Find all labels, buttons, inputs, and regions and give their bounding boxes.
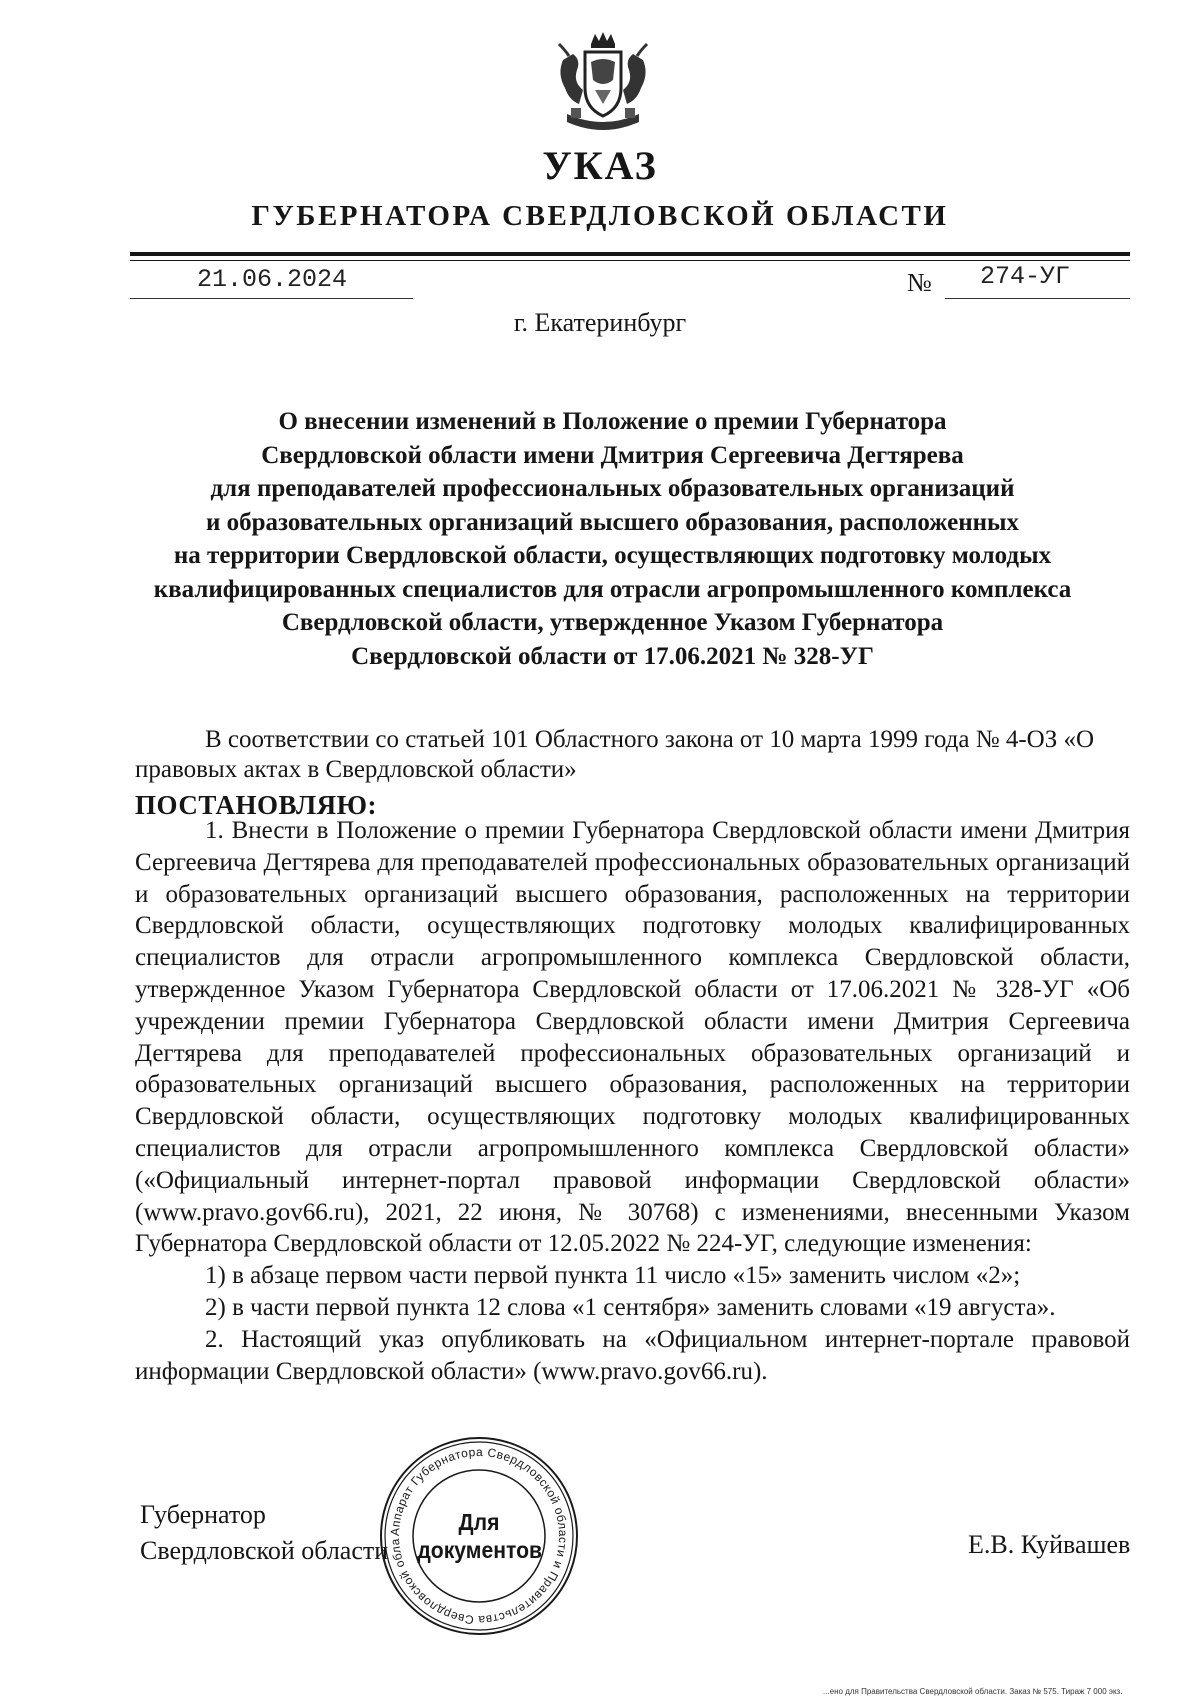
legal-basis-paragraph: В соответствии со статьей 101 Областного закона от 10 марта 1999 года № 4-ОЗ «О правовых актах в Свердловской области» <box>135 726 1095 783</box>
heading-line: для преподавателей профессиональных образовательных организаций <box>210 475 1015 502</box>
document-number: 274-УГ <box>980 262 1071 291</box>
stamp-ring-text: Аппарат Губернатора Свердловской области и Правительства Свердловской обла <box>387 1444 571 1628</box>
signatory-position <box>140 1497 388 1569</box>
print-imprint: ...ено для Правительства Свердловской области. Заказ № 575. Тираж 7 000 экз. <box>823 1687 1123 1696</box>
decree-item-1: 1. Внести в Положение о премии Губернатора Свердловской области имени Дмитрия Сергеевича Дегтярева для преподавателей профессиональных образовательных организаций и образовательных организаций высшего образования, расположенных на территории Свердловской области, осуществляющих подготовку молодых квалифицированных специалистов для отрасли агропромышленного комплекса Свердловской области, утвержденное Указом Губернатора Свердловской области от 17.06.2021 № 328-УГ «Об учреждении премии Губернатора Свердловской области имени Дмитрия Сергеевича Дегтярева для преподавателей профессиональных образовательных организаций и образовательных организаций высшего образования, расположенных на территории Свердловской области, осуществляющих подготовку молодых квалифицированных специалистов для отрасли агропромышленного комплекса Свердловской области» («Официальный интернет-портал правовой информации Свердловской области» (www.pravo.gov66.ru), 2021, 22 июня, № 30768) с изменениями, внесенными Указом Губернатора Свердловской области от 12.05.2022 № 224-УГ, следующие изменения: <box>135 817 1130 1258</box>
heading-line: О внесении изменений в Положение о премии Губернатора <box>278 408 947 435</box>
heading-line: квалифицированных специалистов для отрасли агропромышленного комплекса <box>153 575 1072 603</box>
signatory-position-line: Свердловской области <box>140 1536 389 1565</box>
header-divider-thick <box>130 252 1130 256</box>
document-heading <box>120 405 1105 673</box>
number-sign: № <box>907 268 932 297</box>
document-date: 21.06.2024 <box>197 265 348 294</box>
heading-line: Свердловской области от 17.06.2021 № 328-УГ <box>351 642 874 670</box>
number-underline <box>945 298 1130 299</box>
signatory-name: Е.В. Куйвашев <box>968 1530 1131 1559</box>
decree-item-2: 2. Настоящий указ опубликовать на «Официальном интернет-портале правовой информации Свердловской области» (www.pravo.gov66.ru). <box>135 1325 1130 1385</box>
coat-of-arms-icon <box>555 30 651 140</box>
decree-subitem-2: 2) в части первой пункта 12 слова «1 сентября» заменить словами «19 августа». <box>205 1293 1056 1321</box>
issuer-title: ГУБЕРНАТОРА СВЕРДЛОВСКОЙ ОБЛАСТИ <box>251 200 949 232</box>
heading-line: Свердловской области, утвержденное Указом Губернатора <box>281 609 944 636</box>
heading-line: Свердловской области имени Дмитрия Сергеевича Дегтярева <box>261 441 964 469</box>
issue-city: г. Екатеринбург <box>513 308 687 337</box>
stamp-center-line: Для <box>458 1509 500 1535</box>
decree-word: ПОСТАНОВЛЯЮ: <box>135 790 377 820</box>
date-underline <box>130 298 413 299</box>
header-divider-thin <box>130 260 1130 261</box>
stamp-center-line: документов <box>417 1537 543 1563</box>
heading-line: и образовательных организаций высшего образования, расположенных <box>205 508 1020 536</box>
decree-subitem-1: 1) в абзаце первом части первой пункта 11 число «15» заменить числом «2»; <box>205 1262 1021 1290</box>
signatory-position-line: Губернатор <box>140 1500 266 1529</box>
heading-line: на территории Свердловской области, осуществляющих подготовку молодых <box>173 542 1052 569</box>
decree-body <box>135 815 1130 1387</box>
stamp-center-text <box>417 1508 543 1564</box>
document-type-title: УКАЗ <box>542 143 658 188</box>
